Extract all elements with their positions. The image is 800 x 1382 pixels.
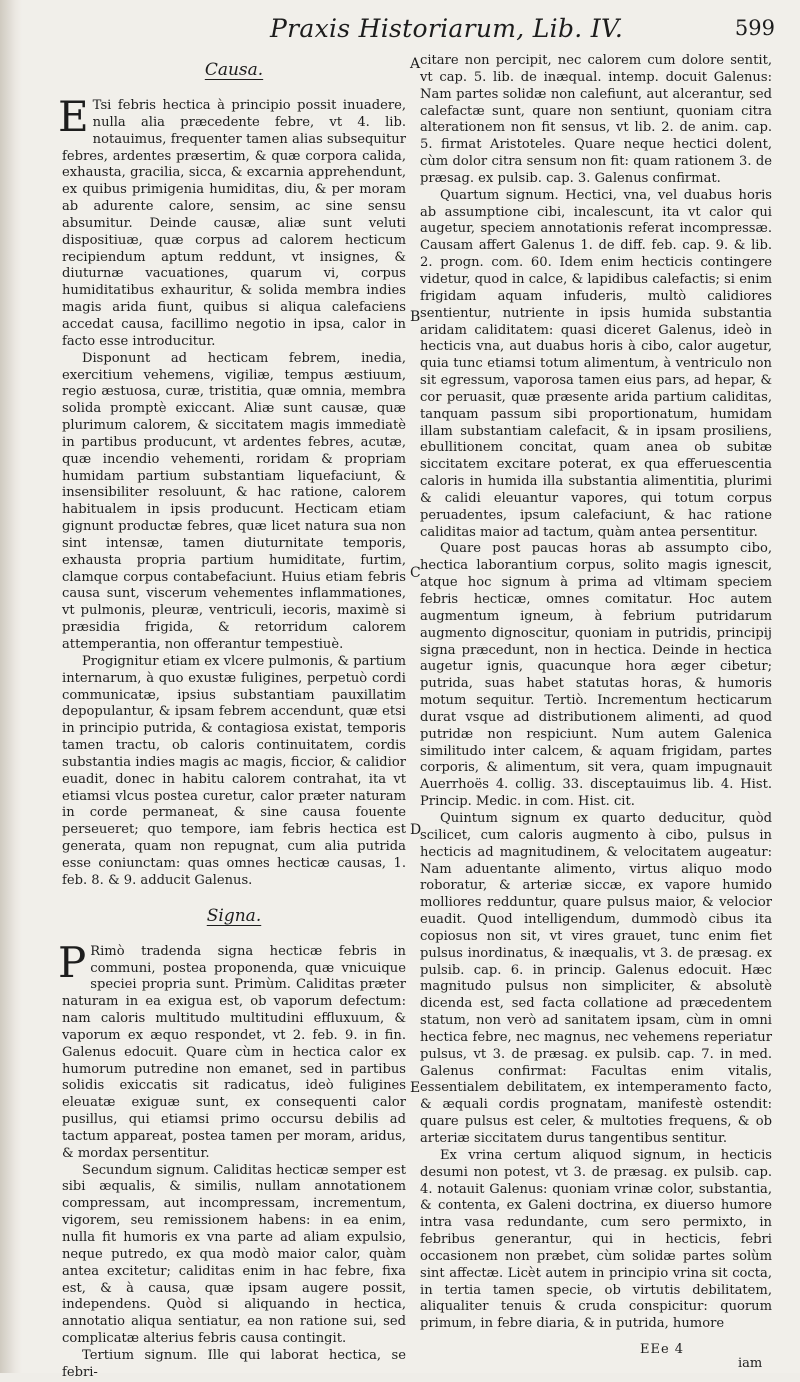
paragraph: P Rimò tradenda signa hecticæ febris in communi, postea proponenda, quæ vnicuique speciei propria sunt. Primùm. Caliditas præter naturam in ea exigua est, ob vaporum defectum: nam caloris multitudo multitudini effluxuum, & vaporum ex æquo respondet, vt 2. feb. 9. in fin. Galenus edocuit. Quare cùm in hectica calor ex humorum putredine non emanet, sed in partibus solidis exiccatis sit radicatus, ideò fuligines eleuatæ exiguæ sunt, ex consequenti calor pusillus, qui etiamsi primo occursu debilis ad tactum appareat, postea tamen per moram, aridus, & mordax persentitur.: [58, 937, 406, 1161]
drop-cap: E: [58, 92, 89, 141]
signature-mark: EEe 4: [640, 1342, 685, 1357]
paragraph: Quartum signum. Hectici, vna, vel duabus horis ab assumptione cibi, incalescunt, ita vt calor qui augetur, speciem annotationis referat incompressæ. Causam affert Galenus 1. de diff. feb. cap. 9. & lib. 2. progn. com. 60. Idem enim hecticis contingere videtur, quod in calce, & lapidibus calefactis; si enim frigidam aquam infuderis, multò calidiores sentientur, nutriente in ipsis humida substantia aridam caliditatem: quasi diceret Galenus, ideò in hecticis vna, aut duabus horis à cibo, calor augetur, quia tunc etiamsi totum alimentum, à ventriculo non sit egressum, vaporosa tamen eius pars, ad hepar, & cor peruasit, quæ præsente arida partium caliditas, tanquam passum sibi proportionatum, humidam illam substantiam calefacit, & in ipsam prosiliens, ebullitionem concitat, quam anea ob subitæ siccitatem excitare poterat, ex qua efferuescentia caloris in humida illa substantia alimentitia, plurimi & calidi eleuantur vapores, qui totum corpus peruadentes, ipsum calefaciunt, & hac ratione caliditas maior ad tactum, quàm antea persentitur.: [420, 187, 772, 540]
running-title: Praxis Historiarum, Lib. IV.: [270, 14, 624, 43]
drop-cap: P: [58, 937, 87, 987]
paragraph: Progignitur etiam ex vlcere pulmonis, & partium internarum, à quo exustæ fuligines, perpetuò cordi communicatæ, ipsius substantiam pauxillatim depopulantur, & ipsam febrem accendunt, quæ etsi in principio putrida, & contagiosa existat, temporis tamen tractu, ob caloris continuitatem, cordis substantia indies magis ac magis, ficcior, & calidior euadit, donec in habitu calorem contrahat, ita vt etiamsi vlcus postea curetur, calor præter naturam in corde permaneat, & sine causa fouente perseueret; quo tempore, iam febris hectica est generata, quam non repugnat, cum alia putrida esse coniunctam: quas omnes hecticæ causas, 1. feb. 8. & 9. adducit Galenus.: [62, 653, 406, 888]
margin-letter-a: A: [410, 56, 421, 72]
paragraph: Secundum signum. Caliditas hecticæ semper est sibi æqualis, & similis, nullam annotationem compressam, aut incompressam, incrementum, vigorem, seu remissionem habens: in ea enim, nulla fit humoris ex vna parte ad aliam expulsio, neque putredo, ex qua modò maior calor, quàm antea excitetur; caliditas enim in hac febre, fixa est, & à causa, quæ ipsam augere possit, independens. Quòd si aliquando in hectica, annotatio aliqua sentiatur, ea non ratione sui, sed complicatæ alterius febris causa contingit.: [62, 1162, 406, 1347]
margin-letter-e: E: [410, 1080, 421, 1096]
page-number: 599: [734, 16, 775, 40]
right-column: [420, 53, 772, 1333]
paragraph: citare non percipit, nec calorem cum dolore sentit, vt cap. 5. lib. de inæqual. intemp. docuit Galenus: Nam partes solidæ non calefiunt, aut alcerantur, sed calefactæ sunt, quare non sentiunt, quoniam citra alterationem non fit sensus, vt lib. 2. de anim. cap. 5. firmat Aristoteles. Quare neque hectici dolent, cùm dolor citra sensum non fit: quam rationem 3. de præsag. ex pulsib. cap. 3. Galenus confirmat.: [420, 53, 772, 186]
catchword: iam: [738, 1356, 763, 1371]
page-header: [270, 10, 775, 44]
paragraph: Ex vrina certum aliquod signum, in hecticis desumi non potest, vt 3. de præsag. ex pulsib. cap. 4. notauit Galenus: quoniam vrinæ color, substantia, & contenta, ex Galeni doctrina, ex diuerso humore intra vasa redundante, cum sero permixto, in febribus generantur, qui in hecticis, febri occasionem non præbet, cùm solidæ partes solùm sint affectæ. Licèt autem in principio vrina sit cocta, in tertia tamen specie, ob virtutis debilitatem, aliqualiter tenuis & cruda conspicitur: quorum primum, in febre diaria, & in putrida, humore: [420, 1147, 772, 1332]
binding-gutter: [0, 0, 22, 1373]
left-column: [58, 54, 406, 1382]
section-heading-causa: Causa.: [204, 60, 264, 80]
paragraph: Quare post paucas horas ab assumpto cibo, hectica laborantium corpus, solito magis ignescit, atque hoc signum à prima ad vltimam speciem febris hecticæ, omnes comitatur. Hoc autem augmentum igneum, à febrium putridarum augmento dignoscitur, quoniam in putridis, principij signa præcedunt, non in hectica. Deinde in hectica augetur ignis, quacunque hora æger cibetur; putrida, suas habet statutas horas, & humoris motum sequitur. Tertiò. Incrementum hecticarum durat vsque ad distributionem alimenti, ad quod putridæ non respiciunt. Num autem Galenica similitudo inter calcem, & aquam frigidam, partes corporis, & alimentum, sit vera, quam impugnauit Auerrhoës 4. collig. 33. disceptauimus lib. 4. Hist. Princip. Medic. in com. Hist. cit.: [420, 541, 772, 810]
paragraph: Tertium signum. Ille qui laborat hectica, se febri-: [62, 1347, 406, 1380]
margin-letter-d: D: [410, 822, 422, 838]
margin-letter-c: C: [410, 565, 421, 581]
paragraph: Quintum signum ex quarto deducitur, quòd scilicet, cum caloris augmento à cibo, pulsus in hecticis ad magnitudinem, & velocitatem augeatur: Nam aduentante alimento, virtus aliquo modo roboratur, & arteriæ siccæ, ex vapore humido molliores redduntur, quare pulsus maior, & velocior euadit. Quod intelligendum, dummodò cibus ita copiosus non sit, vt vires grauet, tunc enim fiet pulsus inordinatus, & inæqualis, vt 3. de præsag. ex pulsib. cap. 6. in princip. Galenus edocuit. Hæc magnitudo pulsus non simpliciter, & absolutè dicenda est, sed facta collatione ad præcedentem statum, non verò ad sanitatem ipsam, cùm in omni hectica febre, nec magnus, nec vehemens reperiatur pulsus, vt 3. de præsag. ex pulsib. cap. 7. in med. Galenus confirmat: Facultas enim vitalis, essentialem debilitatem, ex intemperamento facto, & æquali cordis prognatam, manifestè ostendit: quare pulsus est celer, & multoties frequens, & ob arteriæ siccitatem durus tangentibus sentitur.: [420, 810, 772, 1146]
paragraph: Disponunt ad hecticam febrem, inedia, exercitium vehemens, vigiliæ, tempus æstiuum, regio æstuosa, curæ, tristitia, quæ omnia, membra solida promptè exiccant. Aliæ sunt causæ, quæ plurimum calorem, & siccitatem magis immediatè in partibus producunt, vt ardentes febres, acutæ, quæ incendio vehementi, roridam & propriam humidam partium substantiam liquefaciunt, & insensibiliter resoluunt, & hac ratione, calorem habitualem in ipsis producunt. Hecticam etiam gignunt productæ febres, quæ licet natura sua non sint intensæ, tamen diuturnitate temporis, exhausta propria partium humiditate, furtim, clamque corpus contabefaciunt. Huius etiam febris causa sunt, viscerum vehementes inflammationes, vt pulmonis, pleuræ, ventriculi, iecoris, maximè si præsidia frigida, & retorridum calorem attemperantia, non offerantur tempestiuè.: [62, 350, 406, 652]
margin-letter-b: B: [410, 309, 421, 325]
section-heading-signa: Signa.: [206, 905, 262, 926]
paragraph: E Tsi febris hectica à principio possit inuadere, nulla alia præcedente febre, vt 4. lib. notauimus, frequenter tamen alias subsequitur febres, ardentes præsertim, & quæ corpora calida, exhausta, gracilia, sicca, & excarnia apprehendunt, ex quibus primigenia humiditas, diu, & per moram ab adurente calore, sensim, ac sine sensu absumitur. Deinde causæ, aliæ sunt veluti dispositiuæ, quæ corpus ad calorem hecticum recipiendum aptum reddunt, vt insignes, & diuturnæ vacuationes, quarum vi, corpus humiditatibus exhauritur, & solida membra indies magis arida fiunt, quibus si aliqua calefaciens accedat causa, facillimo negotio in ipsa, calor in facto esse introducitur.: [58, 92, 406, 349]
